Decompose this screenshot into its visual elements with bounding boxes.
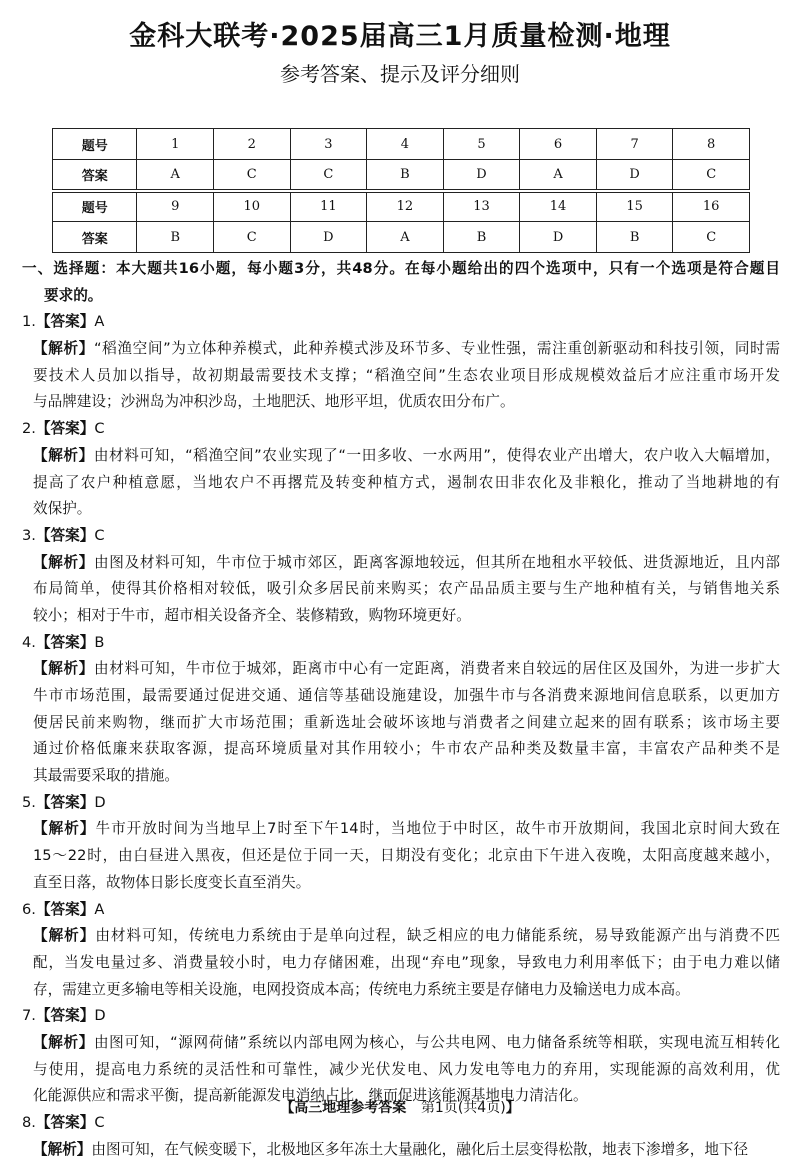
- answer-label: 【答案】: [35, 1114, 95, 1131]
- question-number: 7.: [22, 1007, 36, 1025]
- answer-value: D: [94, 793, 106, 811]
- analysis-line: [0, 977, 780, 1004]
- answer-cell: A: [137, 160, 214, 191]
- answer-line: [0, 897, 800, 924]
- analysis-text: 便居民前来购物，继而扩大市场范围；重新选址会破坏该地与消费者之间建立起来的固有联系；该市场主要: [33, 713, 780, 731]
- question-number-cell: 13: [443, 191, 520, 222]
- analysis-line: [0, 470, 780, 497]
- question-number-cell: 7: [596, 129, 673, 160]
- question-number-cell: 6: [520, 129, 597, 160]
- answer-cell: C: [290, 160, 367, 191]
- analysis-line: [0, 363, 780, 390]
- analysis-line: [0, 870, 780, 897]
- question-number-cell: 10: [214, 191, 291, 222]
- analysis-text: 与品牌建设；沙洲岛为冲积沙岛，土地肥沃、地形平坦，优质农田分布广。: [33, 393, 515, 411]
- analysis-text: 牛市市场范围，最需要通过促进交通、通信等基础设施建设，加强牛市与各消费来源地间信息联系，以更加方: [33, 687, 780, 704]
- analysis-line: [0, 336, 780, 363]
- question-number-cell: 16: [673, 191, 750, 222]
- answer-line: [0, 630, 800, 657]
- analysis-text: 要技术人员加以指导，故初期最需要技术支撑；“稻渔空间”生态农业项目形成规模效益后才应注重市场开发: [33, 366, 780, 384]
- answer-line: [0, 309, 800, 336]
- analysis-line: [0, 389, 780, 416]
- analysis-line: [0, 496, 780, 523]
- answer-line: [0, 416, 800, 443]
- analysis-text: 由材料可知，“稻渔空间”农业实现了“一田多收、一水两用”，使得农业产出增大，农户收入大幅增加，: [93, 446, 780, 464]
- question-number-cell: 2: [214, 129, 291, 160]
- section-heading: 要求的。: [44, 286, 103, 304]
- analysis-text: 由材料可知，传统电力系统由于是单向过程，缺乏相应的电力储能系统，易导致能源产出与消费不匹: [95, 927, 780, 945]
- answer-value: C: [94, 420, 105, 438]
- answer-value: D: [94, 1007, 106, 1025]
- analysis-line: [0, 576, 780, 603]
- question-number: 4.: [22, 633, 36, 651]
- analysis-text: 直至日落，故物体日影长度变长直至消失。: [33, 873, 311, 891]
- question-number-cell: 9: [137, 191, 214, 222]
- analysis-text: 通过价格低廉来获取客源，提高环境质量对其作用较小；牛市农产品种类及数量丰富，丰富农产品种类不是: [33, 740, 780, 758]
- analysis-line: [0, 923, 780, 950]
- analysis-text: 存，需建立更多输电等相关设施，电网投资成本高；传统电力系统主要是存储电力及输送电力成本高。: [33, 980, 690, 998]
- answer-line: [0, 1003, 800, 1030]
- question-number-cell: 12: [367, 191, 444, 222]
- analysis-text: 牛市开放时间为当地早上7时至下午14时，当地位于中时区，故牛市开放期间，我国北京时间大致在: [95, 820, 780, 838]
- analysis-text: 布局简单，使得其价格相对较低，吸引众多居民前来购买；农产品品质主要与生产地种植有关，与销售地关系: [33, 580, 780, 598]
- answer-table: [52, 128, 750, 253]
- document-subtitle: 参考答案、提示及评分细则: [280, 62, 520, 86]
- analysis-line: [0, 443, 780, 470]
- answer-label: 【答案】: [35, 1007, 95, 1025]
- question-number-cell: 11: [290, 191, 367, 222]
- analysis-text: 由图及材料可知，牛市位于城市郊区，距离客源地较远，但其所在地租水平较低、进货源地近，且内部: [94, 553, 780, 571]
- question-number: 5.: [22, 793, 36, 811]
- analysis-line: [0, 816, 780, 843]
- analysis-line: [0, 1030, 780, 1057]
- analysis-line: [0, 683, 780, 710]
- answer-cell: C: [673, 160, 750, 191]
- answer-cell: D: [520, 222, 597, 253]
- question-number: 8.: [22, 1114, 36, 1131]
- footer-page: 第1页(共4页): [420, 1100, 506, 1116]
- question-number-cell: 3: [290, 129, 367, 160]
- footer-label: 【高三地理参考答案: [280, 1100, 407, 1116]
- analysis-line: [0, 710, 780, 737]
- analysis-label: 【解析】: [33, 1033, 94, 1051]
- document-title: 金科大联考·2025届高三1月质量检测·地理: [129, 21, 671, 52]
- row-header: 答案: [53, 222, 137, 253]
- analysis-line: [0, 763, 780, 790]
- answer-cell: C: [214, 222, 291, 253]
- answer-value: C: [94, 526, 105, 544]
- analysis-label: 【解析】: [33, 660, 95, 678]
- analysis-label: 【解析】: [33, 820, 96, 838]
- analysis-text: 化能源供应和需求平衡，提高新能源发电消纳占比，继而促进该能源基地电力清洁化。: [33, 1087, 588, 1105]
- analysis-text: 效保护。: [33, 500, 92, 518]
- answer-line: [0, 523, 800, 550]
- answer-cell: D: [596, 160, 673, 191]
- answer-value: A: [94, 313, 105, 331]
- analysis-line: [0, 550, 780, 577]
- footer-close: 】: [505, 1100, 520, 1116]
- analysis-line: [0, 656, 780, 683]
- question-number: 6.: [22, 900, 36, 918]
- analysis-line: [0, 603, 780, 630]
- answer-cell: B: [137, 222, 214, 253]
- analysis-line: [0, 736, 780, 763]
- analysis-label: 【解析】: [33, 1140, 92, 1158]
- question-number: 2.: [22, 420, 36, 438]
- answer-label: 【答案】: [35, 633, 95, 651]
- question-number-cell: 4: [367, 129, 444, 160]
- question-number: 1.: [22, 313, 36, 331]
- analysis-line: [0, 1057, 780, 1084]
- answer-cell: C: [214, 160, 291, 191]
- analysis-label: 【解析】: [33, 927, 96, 945]
- analysis-text: 提高了农户种植意愿，当地农户不再撂荒及转变种植方式，遏制农田非农化及非粮化，推动了当地耕地的有: [33, 473, 780, 491]
- analysis-text: 由图可知，在气候变暖下，北极地区多年冻土大量融化，融化后土层变得松散，地表下渗增多，地下径: [91, 1140, 749, 1158]
- question-number-cell: 14: [520, 191, 597, 222]
- analysis-label: 【解析】: [33, 446, 94, 464]
- question-number-cell: 1: [137, 129, 214, 160]
- answer-cell: B: [443, 222, 520, 253]
- answer-cell: D: [443, 160, 520, 191]
- analysis-line: [0, 1137, 780, 1163]
- question-number-cell: 15: [596, 191, 673, 222]
- analysis-text: 配，当发电量过多、消费量较小时，电力存储困难，出现“弃电”现象，导致电力利用率低下；由于电力难以储: [33, 953, 780, 971]
- table-row: [53, 222, 750, 253]
- answer-label: 【答案】: [35, 900, 95, 918]
- analysis-text: 由材料可知，牛市位于城郊，距离市中心有一定距离，消费者来自较远的居住区及国外，为进一步扩大: [94, 660, 780, 678]
- answer-value: B: [94, 633, 105, 651]
- analysis-label: 【解析】: [33, 340, 94, 358]
- answer-explanations: [0, 256, 800, 1163]
- row-header: 题号: [53, 129, 137, 160]
- analysis-line: [0, 843, 780, 870]
- answer-label: 【答案】: [35, 793, 95, 811]
- row-header: 答案: [53, 160, 137, 191]
- analysis-label: 【解析】: [33, 553, 95, 571]
- answer-label: 【答案】: [35, 526, 95, 544]
- analysis-line: [0, 950, 780, 977]
- row-header: 题号: [53, 191, 137, 222]
- answer-cell: D: [290, 222, 367, 253]
- analysis-text: 与使用，提高电力系统的灵活性和可靠性，减少光伏发电、风力发电等电力的弃用，实现能源的高效利用，优: [33, 1060, 780, 1078]
- question-number-cell: 5: [443, 129, 520, 160]
- analysis-text: 15～22时，由白昼进入黑夜，但还是位于同一天，日期没有变化；北京由下午进入夜晚，太阳高度越来越小，: [33, 847, 780, 865]
- answer-label: 【答案】: [35, 313, 95, 331]
- analysis-text: 其最需要采取的措施。: [33, 767, 179, 785]
- page-footer: [0, 1097, 800, 1117]
- section-heading: 一、选择题：本大题共16小题，每小题3分，共48分。在每小题给出的四个选项中，只有一个选项是符合题目: [22, 260, 780, 277]
- analysis-text: 较小；相对于牛市，超市相关设备齐全、装修精致，购物环境更好。: [33, 606, 471, 624]
- answer-value: A: [94, 900, 105, 918]
- table-row: [53, 191, 750, 222]
- question-number-cell: 8: [673, 129, 750, 160]
- question-number: 3.: [22, 526, 36, 544]
- answer-line: [0, 790, 800, 817]
- answer-cell: C: [673, 222, 750, 253]
- analysis-text: 由图可知，“源网荷储”系统以内部电网为核心，与公共电网、电力储备系统等相联，实现电流互相转化: [93, 1033, 780, 1051]
- answer-cell: B: [367, 160, 444, 191]
- answer-cell: B: [596, 222, 673, 253]
- answer-label: 【答案】: [35, 420, 95, 438]
- table-row: [53, 129, 750, 160]
- answer-cell: A: [520, 160, 597, 191]
- analysis-text: “稻渔空间”为立体种养模式，此种养模式涉及环节多、专业性强，需注重创新驱动和科技引领，同时需: [93, 340, 780, 358]
- answer-cell: A: [367, 222, 444, 253]
- table-row: [53, 160, 750, 191]
- answer-value: C: [94, 1114, 105, 1131]
